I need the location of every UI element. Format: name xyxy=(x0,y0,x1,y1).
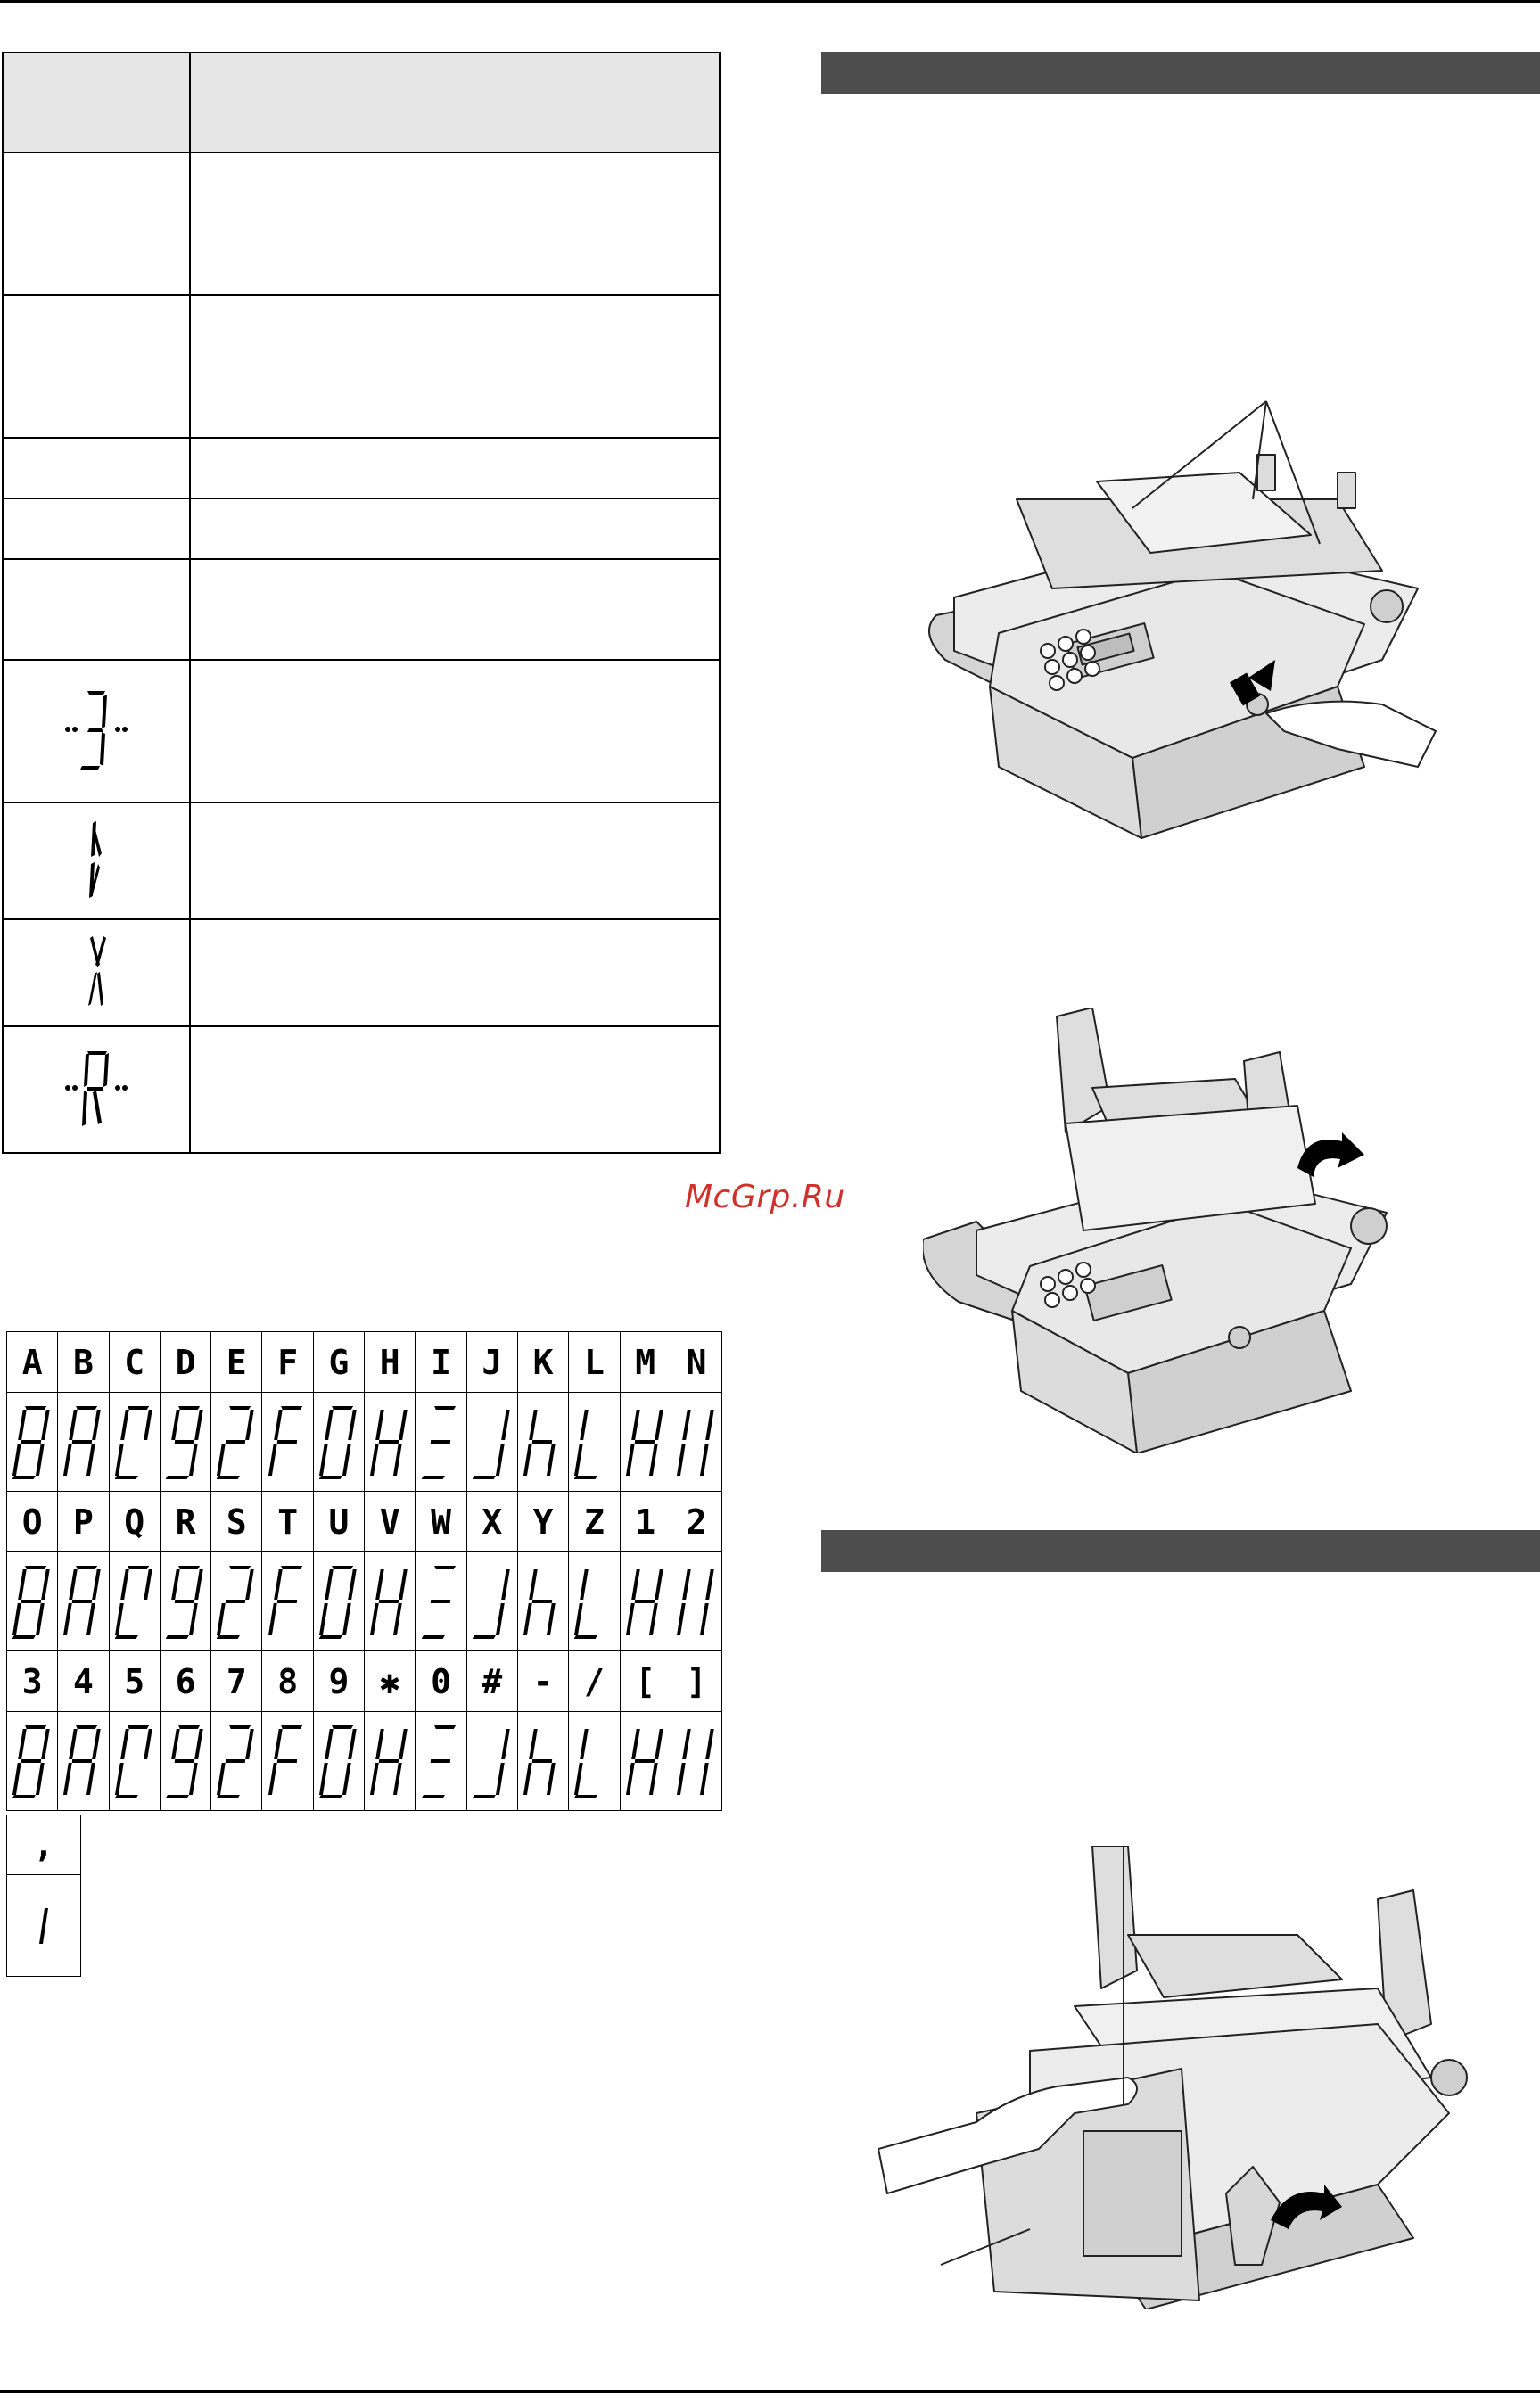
character-label: H xyxy=(365,1332,416,1393)
character-lcd-cell xyxy=(416,1712,466,1811)
character-label: R xyxy=(160,1492,210,1552)
lcd-character-icon xyxy=(523,1399,563,1485)
character-label: 6 xyxy=(160,1651,210,1712)
character-label: 4 xyxy=(58,1651,109,1712)
character-lcd-cell xyxy=(466,1712,517,1811)
character-label: A xyxy=(7,1332,58,1393)
character-label: - xyxy=(517,1651,568,1712)
lcd-cursor-right-icon xyxy=(61,811,132,909)
lcd-character-icon xyxy=(115,1718,154,1804)
character-label: Y xyxy=(517,1492,568,1552)
character-label: 9 xyxy=(313,1651,364,1712)
lcd-character-icon xyxy=(166,1559,205,1644)
character-label: 8 xyxy=(262,1651,313,1712)
character-label: ✱ xyxy=(365,1651,416,1712)
lcd-character-icon xyxy=(422,1399,461,1485)
character-lcd-cell xyxy=(466,1552,517,1651)
character-lcd-cell xyxy=(517,1393,568,1492)
section-heading-bar xyxy=(821,1530,1540,1572)
lcd-character-icon xyxy=(574,1559,614,1644)
character-label: I xyxy=(416,1332,466,1393)
lcd-character-icon xyxy=(217,1399,256,1485)
fax-machine-illustration-tray xyxy=(923,1008,1404,1453)
character-lcd-cell xyxy=(160,1393,210,1492)
lcd-character-icon xyxy=(370,1399,409,1485)
lcd-character-icon xyxy=(7,1875,80,1976)
character-label: 3 xyxy=(7,1651,58,1712)
character-lcd-cell xyxy=(671,1552,721,1651)
character-label: S xyxy=(211,1492,262,1552)
character-lcd-row xyxy=(7,1552,722,1651)
character-label: ] xyxy=(671,1651,721,1712)
character-lcd-cell xyxy=(7,1552,58,1651)
lcd-character-icon xyxy=(626,1718,665,1804)
character-lcd-cell xyxy=(58,1712,109,1811)
character-label: 2 xyxy=(671,1492,721,1552)
character-table xyxy=(6,1331,722,1811)
lcd-character-icon xyxy=(523,1718,563,1804)
character-lcd-cell xyxy=(313,1712,364,1811)
character-lcd-cell xyxy=(109,1552,160,1651)
lcd-character-icon xyxy=(166,1399,205,1485)
character-label: M xyxy=(620,1332,671,1393)
character-label: F xyxy=(262,1332,313,1393)
character-label: V xyxy=(365,1492,416,1552)
character-lcd-cell xyxy=(211,1393,262,1492)
lcd-character-icon xyxy=(422,1559,461,1644)
keys-table-row xyxy=(3,559,720,660)
lcd-character-icon xyxy=(473,1718,512,1804)
keys-table-header-operation xyxy=(190,53,720,152)
character-label: U xyxy=(313,1492,364,1552)
lcd-character-icon xyxy=(12,1718,52,1804)
lcd-character-icon xyxy=(217,1718,256,1804)
character-label: Q xyxy=(109,1492,160,1552)
keys-table-header-key xyxy=(3,53,190,152)
lcd-character-icon xyxy=(115,1559,154,1644)
character-lcd-cell xyxy=(160,1712,210,1811)
fax-machine-illustration-guides xyxy=(918,392,1454,847)
character-label: # xyxy=(466,1651,517,1712)
character-label: 7 xyxy=(211,1651,262,1712)
character-lcd-cell xyxy=(416,1393,466,1492)
character-label: X xyxy=(466,1492,517,1552)
character-label: B xyxy=(58,1332,109,1393)
lcd-character-icon xyxy=(166,1718,205,1804)
character-label: 5 xyxy=(109,1651,160,1712)
character-lcd-cell xyxy=(109,1712,160,1811)
character-label: , xyxy=(7,1815,80,1875)
character-lcd-cell xyxy=(109,1393,160,1492)
character-label: Z xyxy=(569,1492,620,1552)
character-lcd-cell xyxy=(569,1712,620,1811)
lcd-character-icon xyxy=(217,1559,256,1644)
watermark: McGrp.Ru xyxy=(685,1179,845,1215)
keys-table-row xyxy=(3,152,720,295)
character-lcd-cell xyxy=(262,1552,313,1651)
keys-table-row xyxy=(3,438,720,498)
top-rule xyxy=(0,0,1540,3)
character-label: C xyxy=(109,1332,160,1393)
section-heading-bar xyxy=(821,52,1540,94)
lcd-character-icon xyxy=(523,1559,563,1644)
character-lcd-cell xyxy=(517,1552,568,1651)
keys-table-row xyxy=(3,919,720,1026)
lcd-insert-icon xyxy=(61,1039,132,1137)
character-label: O xyxy=(7,1492,58,1552)
character-label: 1 xyxy=(620,1492,671,1552)
character-lcd-cell xyxy=(58,1552,109,1651)
character-lcd-cell xyxy=(160,1552,210,1651)
character-label: W xyxy=(416,1492,466,1552)
lcd-character-icon xyxy=(319,1399,358,1485)
character-label: J xyxy=(466,1332,517,1393)
character-lcd-cell xyxy=(365,1552,416,1651)
character-label: G xyxy=(313,1332,364,1393)
lcd-character-icon xyxy=(115,1399,154,1485)
character-label-row xyxy=(7,1332,722,1393)
lcd-character-icon xyxy=(12,1399,52,1485)
lcd-character-icon xyxy=(626,1559,665,1644)
character-lcd-row xyxy=(7,1712,722,1811)
lcd-character-icon xyxy=(677,1718,716,1804)
character-label: L xyxy=(569,1332,620,1393)
lcd-character-icon xyxy=(574,1399,614,1485)
character-lcd-cell xyxy=(58,1393,109,1492)
character-label: T xyxy=(262,1492,313,1552)
lcd-character-icon xyxy=(370,1559,409,1644)
character-lcd-cell xyxy=(313,1393,364,1492)
character-label-row xyxy=(7,1492,722,1552)
keys-table-row xyxy=(3,498,720,559)
lcd-character-icon xyxy=(63,1399,103,1485)
lcd-character-icon xyxy=(319,1718,358,1804)
comma-character-cell xyxy=(6,1815,81,1977)
lcd-character-icon xyxy=(268,1559,308,1644)
character-lcd-cell xyxy=(313,1552,364,1651)
character-lcd-cell xyxy=(517,1712,568,1811)
character-label: 0 xyxy=(416,1651,466,1712)
character-label: / xyxy=(569,1651,620,1712)
character-lcd-cell xyxy=(7,1393,58,1492)
lcd-character-icon xyxy=(268,1399,308,1485)
lcd-character-icon xyxy=(677,1559,716,1644)
character-lcd-cell xyxy=(620,1393,671,1492)
character-lcd-cell xyxy=(620,1712,671,1811)
lcd-character-icon xyxy=(473,1399,512,1485)
keys-table-row xyxy=(3,802,720,919)
character-lcd-cell xyxy=(569,1393,620,1492)
character-lcd-cell xyxy=(211,1712,262,1811)
character-lcd-cell xyxy=(262,1712,313,1811)
keys-table-row xyxy=(3,1026,720,1153)
keys-table-row xyxy=(3,295,720,438)
lcd-character-icon xyxy=(677,1399,716,1485)
lcd-cursor-left-icon xyxy=(61,680,132,778)
bottom-rule xyxy=(0,2390,1540,2393)
lcd-character-icon xyxy=(63,1559,103,1644)
lcd-character-icon xyxy=(12,1559,52,1644)
lcd-character-icon xyxy=(574,1718,614,1804)
character-lcd-cell xyxy=(620,1552,671,1651)
character-label: P xyxy=(58,1492,109,1552)
keys-table-header xyxy=(3,53,720,152)
character-label: [ xyxy=(620,1651,671,1712)
character-label-row xyxy=(7,1651,722,1712)
lcd-character-icon xyxy=(473,1559,512,1644)
character-lcd-cell xyxy=(365,1393,416,1492)
keys-table-row xyxy=(3,660,720,802)
lcd-character-icon xyxy=(370,1718,409,1804)
character-label: D xyxy=(160,1332,210,1393)
character-label: E xyxy=(211,1332,262,1393)
keys-table xyxy=(2,52,721,1154)
character-lcd-cell xyxy=(365,1712,416,1811)
character-label: K xyxy=(517,1332,568,1393)
character-lcd-cell xyxy=(262,1393,313,1492)
character-lcd-cell xyxy=(416,1552,466,1651)
lcd-character-icon xyxy=(63,1718,103,1804)
lcd-character-icon xyxy=(422,1718,461,1804)
character-lcd-cell xyxy=(671,1393,721,1492)
character-lcd-row xyxy=(7,1393,722,1492)
lcd-character-icon xyxy=(626,1399,665,1485)
lcd-character-icon xyxy=(268,1718,308,1804)
character-lcd-cell xyxy=(211,1552,262,1651)
fax-machine-illustration-cover-open xyxy=(878,1846,1485,2309)
character-lcd-cell xyxy=(569,1552,620,1651)
lcd-character-icon xyxy=(319,1559,358,1644)
character-lcd-cell xyxy=(671,1712,721,1811)
character-label: N xyxy=(671,1332,721,1393)
lcd-delete-icon xyxy=(61,922,132,1020)
character-lcd-cell xyxy=(466,1393,517,1492)
character-lcd-cell xyxy=(7,1712,58,1811)
